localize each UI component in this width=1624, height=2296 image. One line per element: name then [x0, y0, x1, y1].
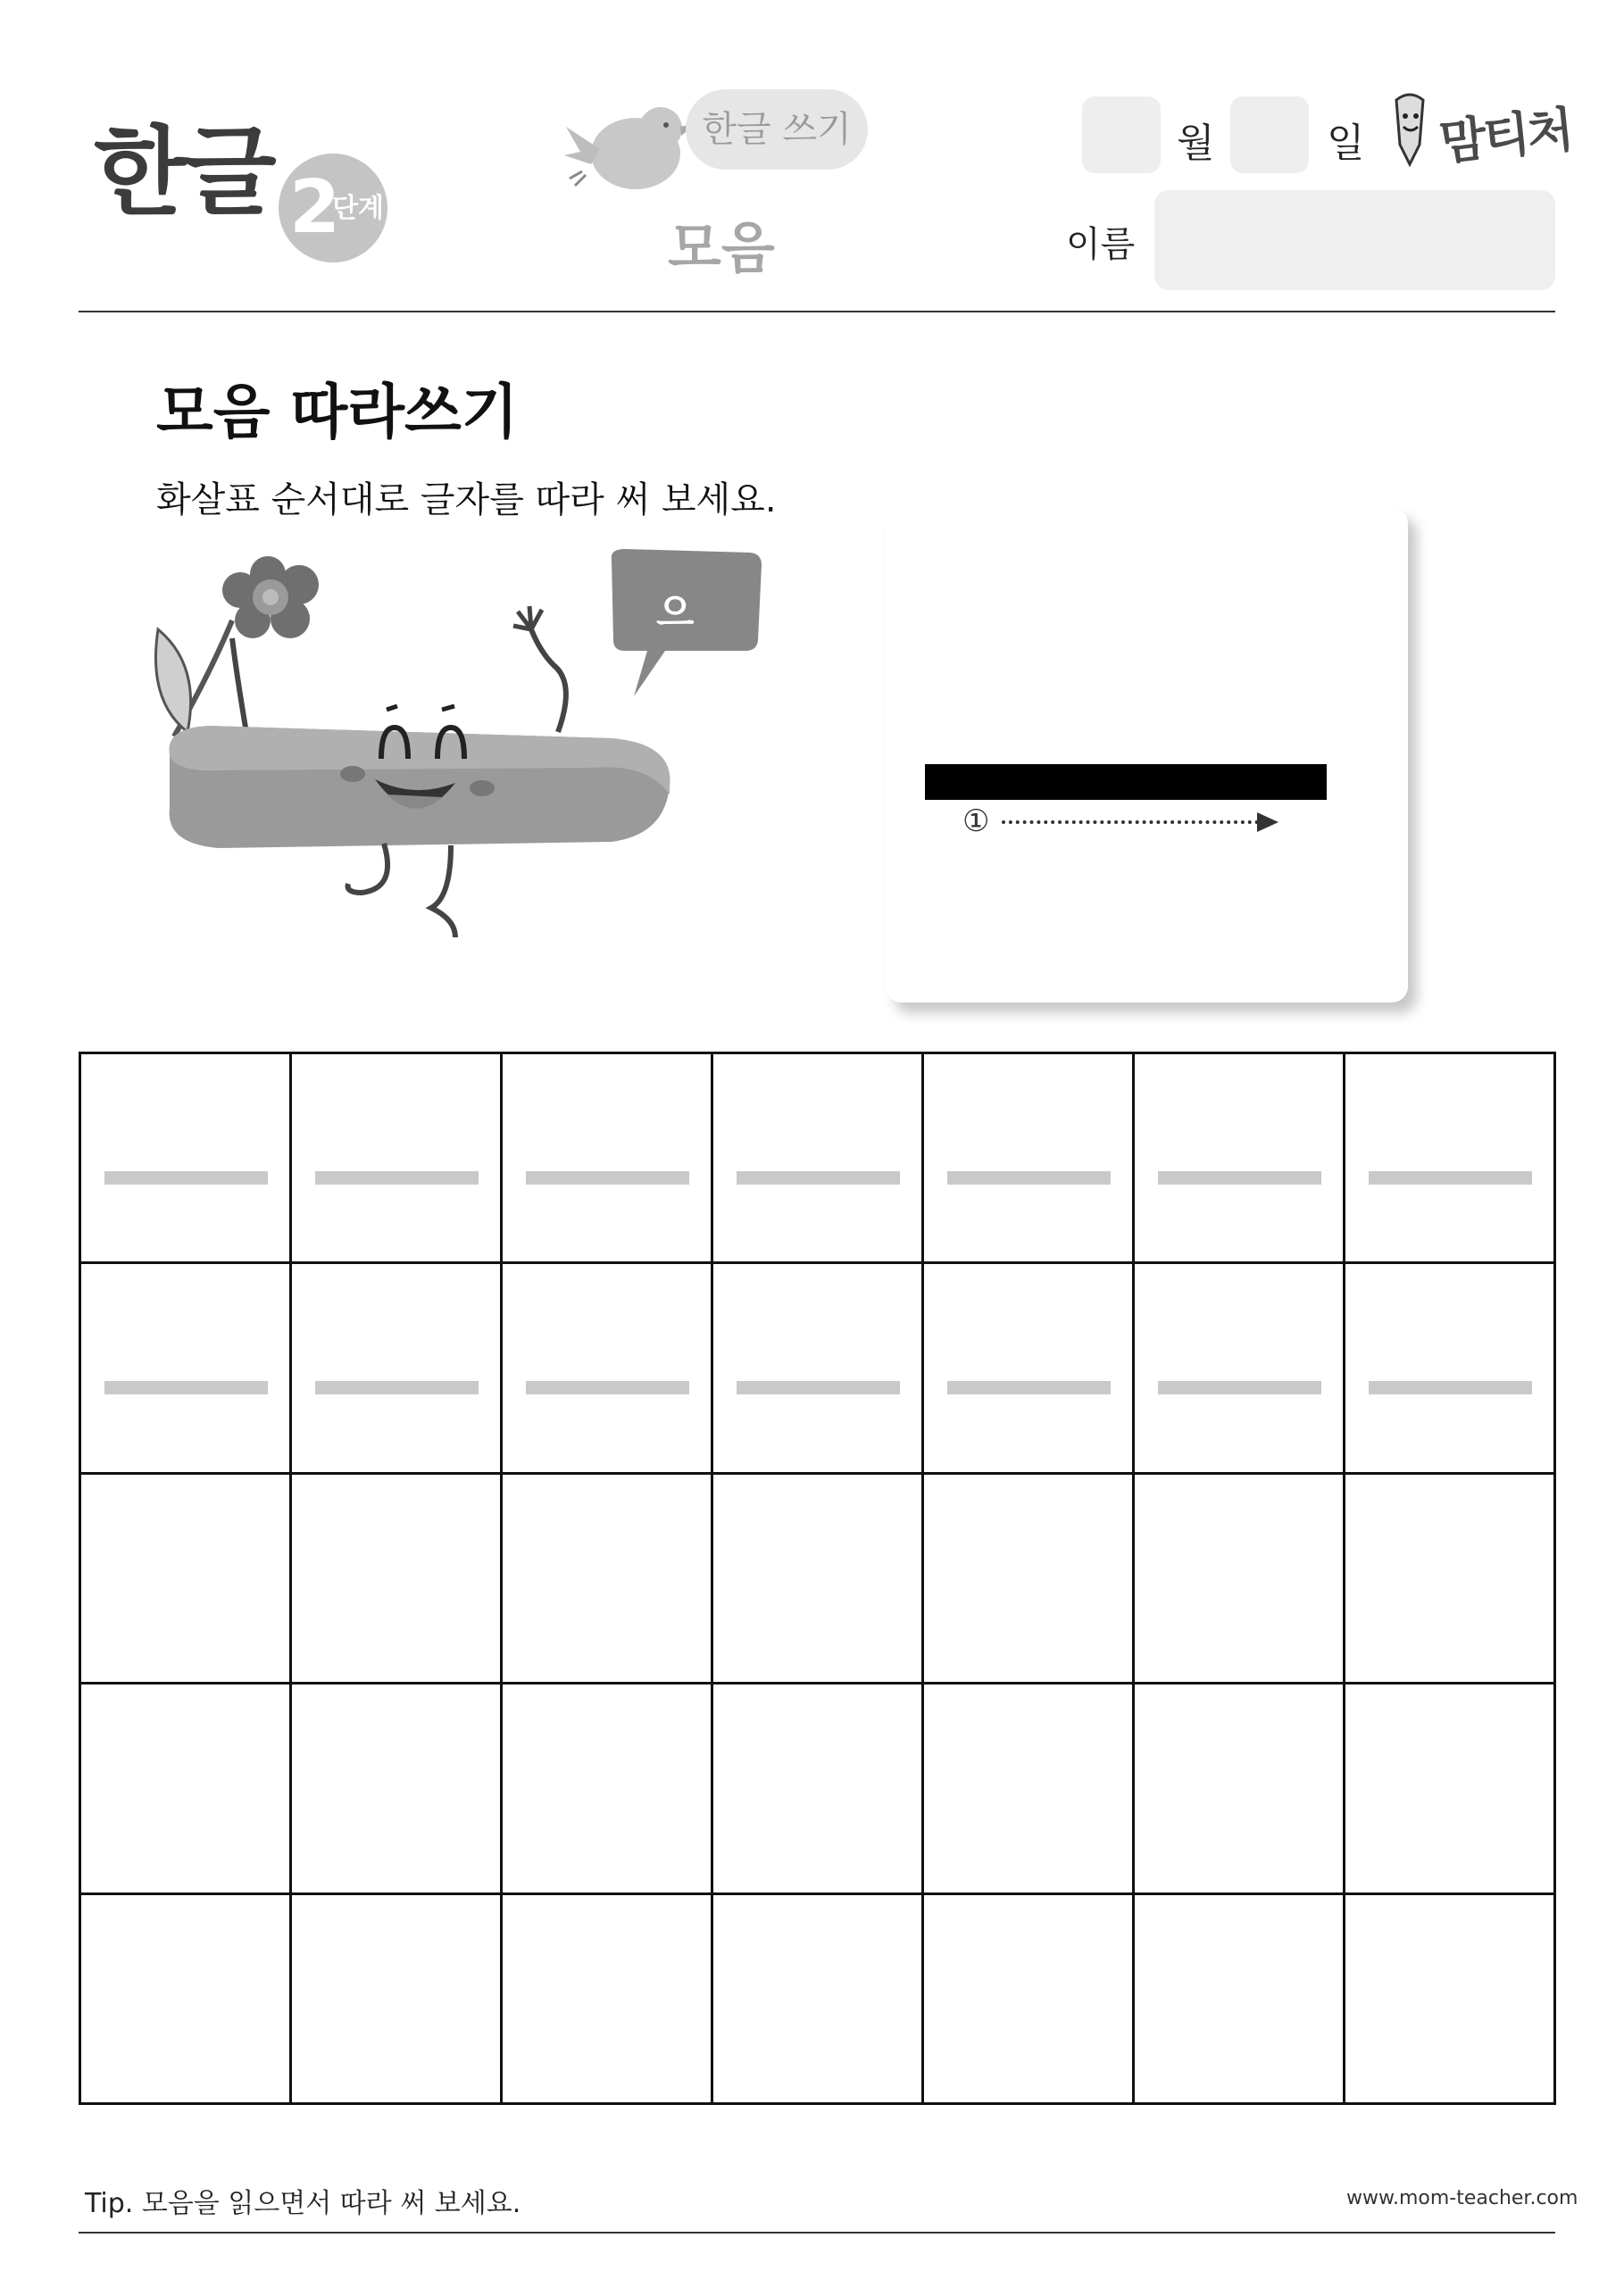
practice-cell[interactable] [924, 1895, 1135, 2105]
trace-guide [1158, 1381, 1321, 1394]
trace-guide [947, 1381, 1111, 1394]
practice-cell[interactable] [503, 1264, 713, 1474]
practice-cell[interactable] [503, 1895, 713, 2105]
practice-cell[interactable] [81, 1685, 292, 1894]
name-label: 이름 [1066, 224, 1136, 265]
practice-cell[interactable] [81, 1054, 292, 1264]
practice-cell[interactable] [713, 1054, 924, 1264]
trace-guide [104, 1171, 268, 1185]
trace-guide [1369, 1381, 1532, 1394]
vowel-stroke [925, 764, 1327, 800]
level-number: 2 [289, 165, 341, 250]
practice-cell[interactable] [292, 1685, 503, 1894]
trace-guide [315, 1381, 479, 1394]
practice-cell[interactable] [713, 1895, 924, 2105]
day-field[interactable] [1230, 96, 1309, 173]
practice-grid [79, 1052, 1556, 2105]
arrow-right-icon [1257, 812, 1278, 832]
speech-bubble-text: 으 [656, 590, 695, 636]
practice-cell[interactable] [924, 1264, 1135, 1474]
practice-cell[interactable] [81, 1264, 292, 1474]
day-label: 일 [1327, 121, 1365, 166]
level-suffix: 단계 [332, 193, 384, 224]
worksheet-title: 모음 따라쓰기 [156, 378, 519, 446]
practice-cell[interactable] [292, 1475, 503, 1685]
trace-guide [104, 1381, 268, 1394]
name-field[interactable] [1154, 190, 1555, 290]
practice-cell[interactable] [1345, 1475, 1556, 1685]
trace-guide [526, 1381, 689, 1394]
practice-cell[interactable] [292, 1264, 503, 1474]
practice-cell[interactable] [1135, 1054, 1345, 1264]
practice-cell[interactable] [1345, 1895, 1556, 2105]
stroke-direction-guide [1002, 820, 1259, 824]
brand-logo: 맘티처 [1437, 101, 1574, 171]
practice-cell[interactable] [924, 1685, 1135, 1894]
trace-guide [1369, 1171, 1532, 1185]
practice-cell[interactable] [81, 1895, 292, 2105]
practice-cell[interactable] [1135, 1264, 1345, 1474]
website-link[interactable]: www.mom-teacher.com [1346, 2187, 1578, 2209]
book-title: 한글 [94, 117, 273, 229]
trace-guide [947, 1171, 1111, 1185]
practice-cell[interactable] [1135, 1895, 1345, 2105]
instruction-text: 화살표 순서대로 글자를 따라 써 보세요. [156, 479, 777, 520]
practice-cell[interactable] [503, 1685, 713, 1894]
practice-cell[interactable] [1345, 1054, 1556, 1264]
practice-cell[interactable] [292, 1054, 503, 1264]
practice-cell[interactable] [1345, 1264, 1556, 1474]
practice-cell[interactable] [503, 1475, 713, 1685]
practice-cell[interactable] [924, 1475, 1135, 1685]
category-pill: 한글 쓰기 [686, 89, 868, 170]
trace-guide [737, 1171, 900, 1185]
bird-icon [564, 100, 698, 194]
level-badge [279, 154, 387, 262]
stroke-step-number: ① [962, 803, 990, 839]
practice-cell[interactable] [292, 1895, 503, 2105]
trace-guide [526, 1171, 689, 1185]
tip-text: Tip. 모음을 읽으면서 따라 써 보세요. [85, 2188, 521, 2219]
footer-divider [79, 2232, 1555, 2234]
month-field[interactable] [1082, 96, 1161, 173]
trace-guide [1158, 1171, 1321, 1185]
practice-cell[interactable] [924, 1054, 1135, 1264]
month-label: 월 [1177, 121, 1215, 166]
practice-cell[interactable] [713, 1264, 924, 1474]
stroke-order-card [886, 507, 1408, 1002]
practice-cell[interactable] [503, 1054, 713, 1264]
practice-cell[interactable] [713, 1475, 924, 1685]
header-divider [79, 311, 1555, 312]
subject-title: 모음 [668, 215, 775, 280]
practice-cell[interactable] [713, 1685, 924, 1894]
flower-icon [222, 556, 319, 638]
trace-guide [315, 1171, 479, 1185]
practice-cell[interactable] [81, 1475, 292, 1685]
practice-cell[interactable] [1135, 1475, 1345, 1685]
pencil-mascot-icon [1387, 93, 1432, 168]
practice-cell[interactable] [1135, 1685, 1345, 1894]
practice-cell[interactable] [1345, 1685, 1556, 1894]
trace-guide [737, 1381, 900, 1394]
